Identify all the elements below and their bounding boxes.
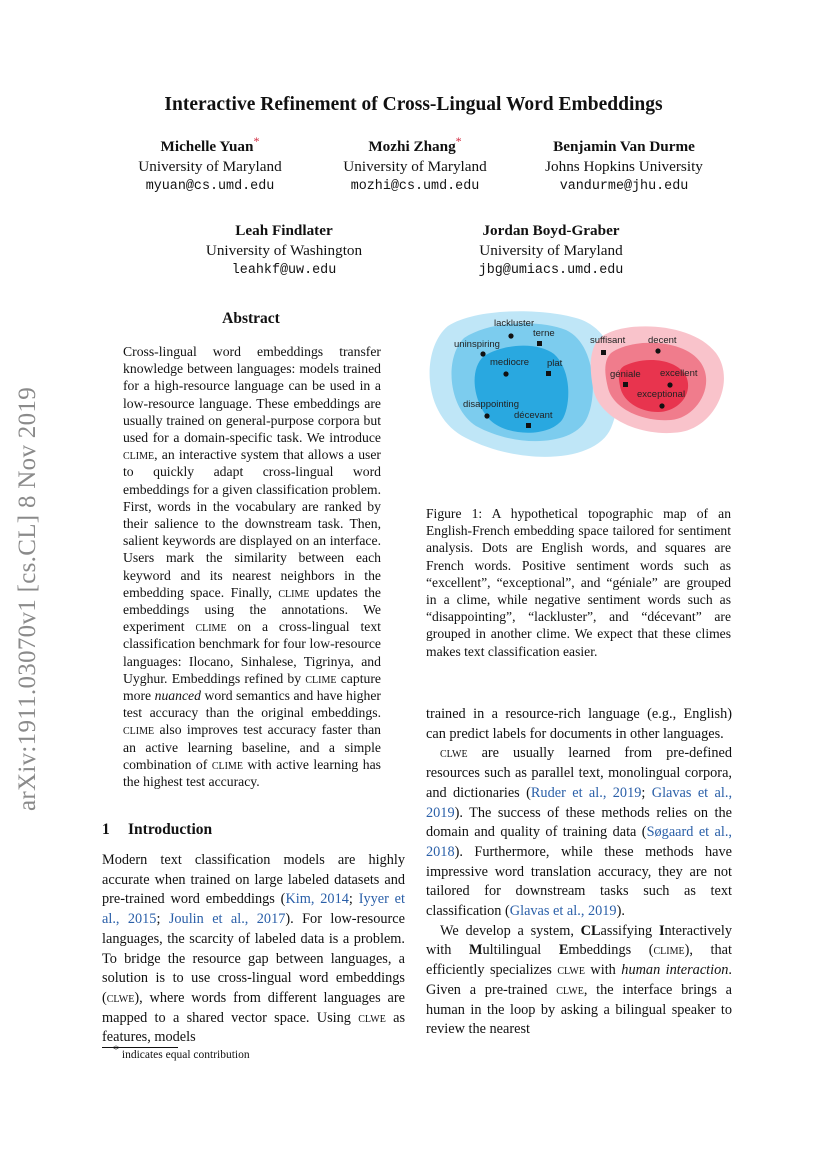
french-word-square	[546, 371, 551, 376]
author-email[interactable]: vandurme@jhu.edu	[559, 179, 689, 194]
english-word-dot	[508, 333, 513, 338]
citation-link[interactable]: Kim, 2014	[285, 891, 349, 908]
author-name: Mozhi Zhang	[368, 138, 456, 155]
word-label: excellent	[660, 368, 698, 379]
french-word-square	[601, 350, 606, 355]
author-block	[110, 133, 310, 197]
author-email[interactable]: mozhi@cs.umd.edu	[350, 179, 480, 194]
introduction-continued	[426, 705, 732, 1040]
negative-clime	[430, 311, 619, 457]
english-word-dot	[480, 351, 485, 356]
author-block	[446, 221, 656, 281]
paper-title: Interactive Refinement of Cross-Lingual Word Embeddings	[164, 94, 663, 115]
introduction-paragraph: Modern text classification models are highly accurate when trained on large labeled datasets and pre-trained word embeddings (Kim, 2014; Iyyer et al., 2015; Joulin et al., 2017). For low-resource languages, the scarcity of labeled data is a problem. To bridge the resource gap between languages, a solution is to use cross-lingual word embeddings (clwe), where words from different languages are mapped to a shared vector space. Using clwe as features, models	[102, 852, 406, 1046]
author-affiliation: Johns Hopkins University	[545, 158, 703, 175]
citation-link[interactable]: Ruder et al., 2019	[530, 784, 642, 801]
footnote: * indicates equal contribution	[113, 1042, 250, 1061]
author-name: Benjamin Van Durme	[553, 138, 695, 155]
english-word-dot	[659, 403, 664, 408]
word-label: géniale	[610, 369, 641, 380]
french-word-square	[537, 341, 542, 346]
author-name: Jordan Boyd-Graber	[482, 222, 620, 239]
author-block	[314, 133, 516, 197]
topographic-embedding-figure	[426, 308, 731, 488]
word-label: lackluster	[494, 318, 535, 329]
author-affiliation: University of Maryland	[479, 242, 623, 259]
author-affiliation: University of Washington	[205, 242, 363, 259]
english-word-dot	[484, 413, 489, 418]
word-label: décevant	[514, 410, 553, 421]
arxiv-identifier: arXiv:1911.03070v1 [cs.CL] 8 Nov 2019	[14, 387, 41, 812]
abstract-heading: Abstract	[222, 310, 280, 327]
author-affiliation: University of Maryland	[343, 158, 487, 175]
author-affiliation: University of Maryland	[138, 158, 282, 175]
equal-contribution-mark: *	[455, 133, 462, 148]
word-label: decent	[648, 335, 677, 346]
word-label: plat	[547, 358, 563, 369]
french-word-square	[526, 423, 531, 428]
author-email[interactable]: jbg@umiacs.umd.edu	[478, 263, 624, 278]
author-name: Michelle Yuan	[160, 138, 254, 155]
author-name: Leah Findlater	[235, 222, 333, 239]
section-number: 1	[102, 821, 110, 838]
abstract-body: Cross-lingual word embeddings transfer knowledge between languages: models trained for a high-resource language can be used in a low-resource language. These embeddings are usually trained on general-purpose corpora but used for a domain-specific task. We introduce clime, an interactive system that allows a user to quickly adapt cross-lingual word embeddings for a given classification problem. First, words in the vocabulary are ranked by their salience to the downstream task. Then, salient keywords are displayed on an interface. Users mark the similarity between each keyword and its nearest neighbors in the embedding space. Finally, clime updates the embeddings using the annotations. We experiment clime on a cross-lingual text classification benchmark for four low-resource languages: Ilocano, Sinhalese, Tigrinya, and Uyghur. Embeddings refined by clime capture more nuanced word semantics and have higher test accuracy than the original embeddings. clime also improves test accuracy faster than an active learning baseline, and a simple combination of clime with active learning has the highest test accuracy.	[123, 344, 381, 790]
paragraph: clwe are usually learned from pre-defined resources such as parallel text, monolingual corpora, and dictionaries (Ruder et al., 2019; Glavas et al., 2019). The success of these methods relies on the domain and quality of training data (Søgaard et al., 2018). Furthermore, while these methods have impressive word translation accuracy, they are not tailored for downstream tasks such as text classification (Glavas et al., 2019).	[426, 745, 733, 920]
section-heading	[102, 821, 212, 839]
author-block	[516, 137, 732, 197]
figure-caption: Figure 1: A hypothetical topographic map of an English-French embedding space tailored for sentiment analysis. Dots are English words, and squares are French words. Positive sentiment words such as “excellent”, “exceptional”, and “géniale” are grouped in a clime, while negative sentiment words such as “disappointing”, “lackluster”, and “décevant” are grouped in another clime. We expect that these climes makes text classification easier.	[426, 506, 731, 659]
citation-link[interactable]: Glavas et al., 2019	[509, 903, 617, 920]
word-label: exceptional	[637, 389, 686, 400]
word-label: terne	[533, 328, 555, 339]
word-label: mediocre	[490, 357, 530, 368]
english-word-dot	[503, 371, 508, 376]
citation-link[interactable]: Joulin et al., 2017	[168, 911, 286, 928]
word-label: uninspiring	[454, 339, 500, 350]
equal-contribution-mark: *	[253, 133, 260, 148]
author-block	[174, 221, 394, 281]
citation-link[interactable]: Iyyer et al., 2015	[102, 891, 406, 928]
citation-link[interactable]: Søgaard et al., 2018	[426, 824, 733, 860]
author-email[interactable]: leahkf@uw.edu	[231, 263, 337, 278]
paragraph: trained in a resource-rich language (e.g., English) can predict labels for documents in other languages.	[426, 706, 732, 742]
english-word-dot	[667, 382, 672, 387]
word-label: disappointing	[463, 399, 519, 410]
section-title: Introduction	[128, 821, 213, 838]
author-email[interactable]: myuan@cs.umd.edu	[145, 179, 275, 194]
paragraph: We develop a system, CLassifying Interactively with Multilingual Embeddings (clime), that efficiently specializes clwe with human interaction. Given a pre-trained clwe, the interface brings a human in the loop by asking a bilingual speaker to review the nearest	[426, 922, 733, 1038]
french-word-square	[623, 382, 628, 387]
english-word-dot	[655, 348, 660, 353]
word-label: suffisant	[590, 335, 626, 346]
citation-link[interactable]: Glavas et al., 2019	[426, 784, 733, 821]
